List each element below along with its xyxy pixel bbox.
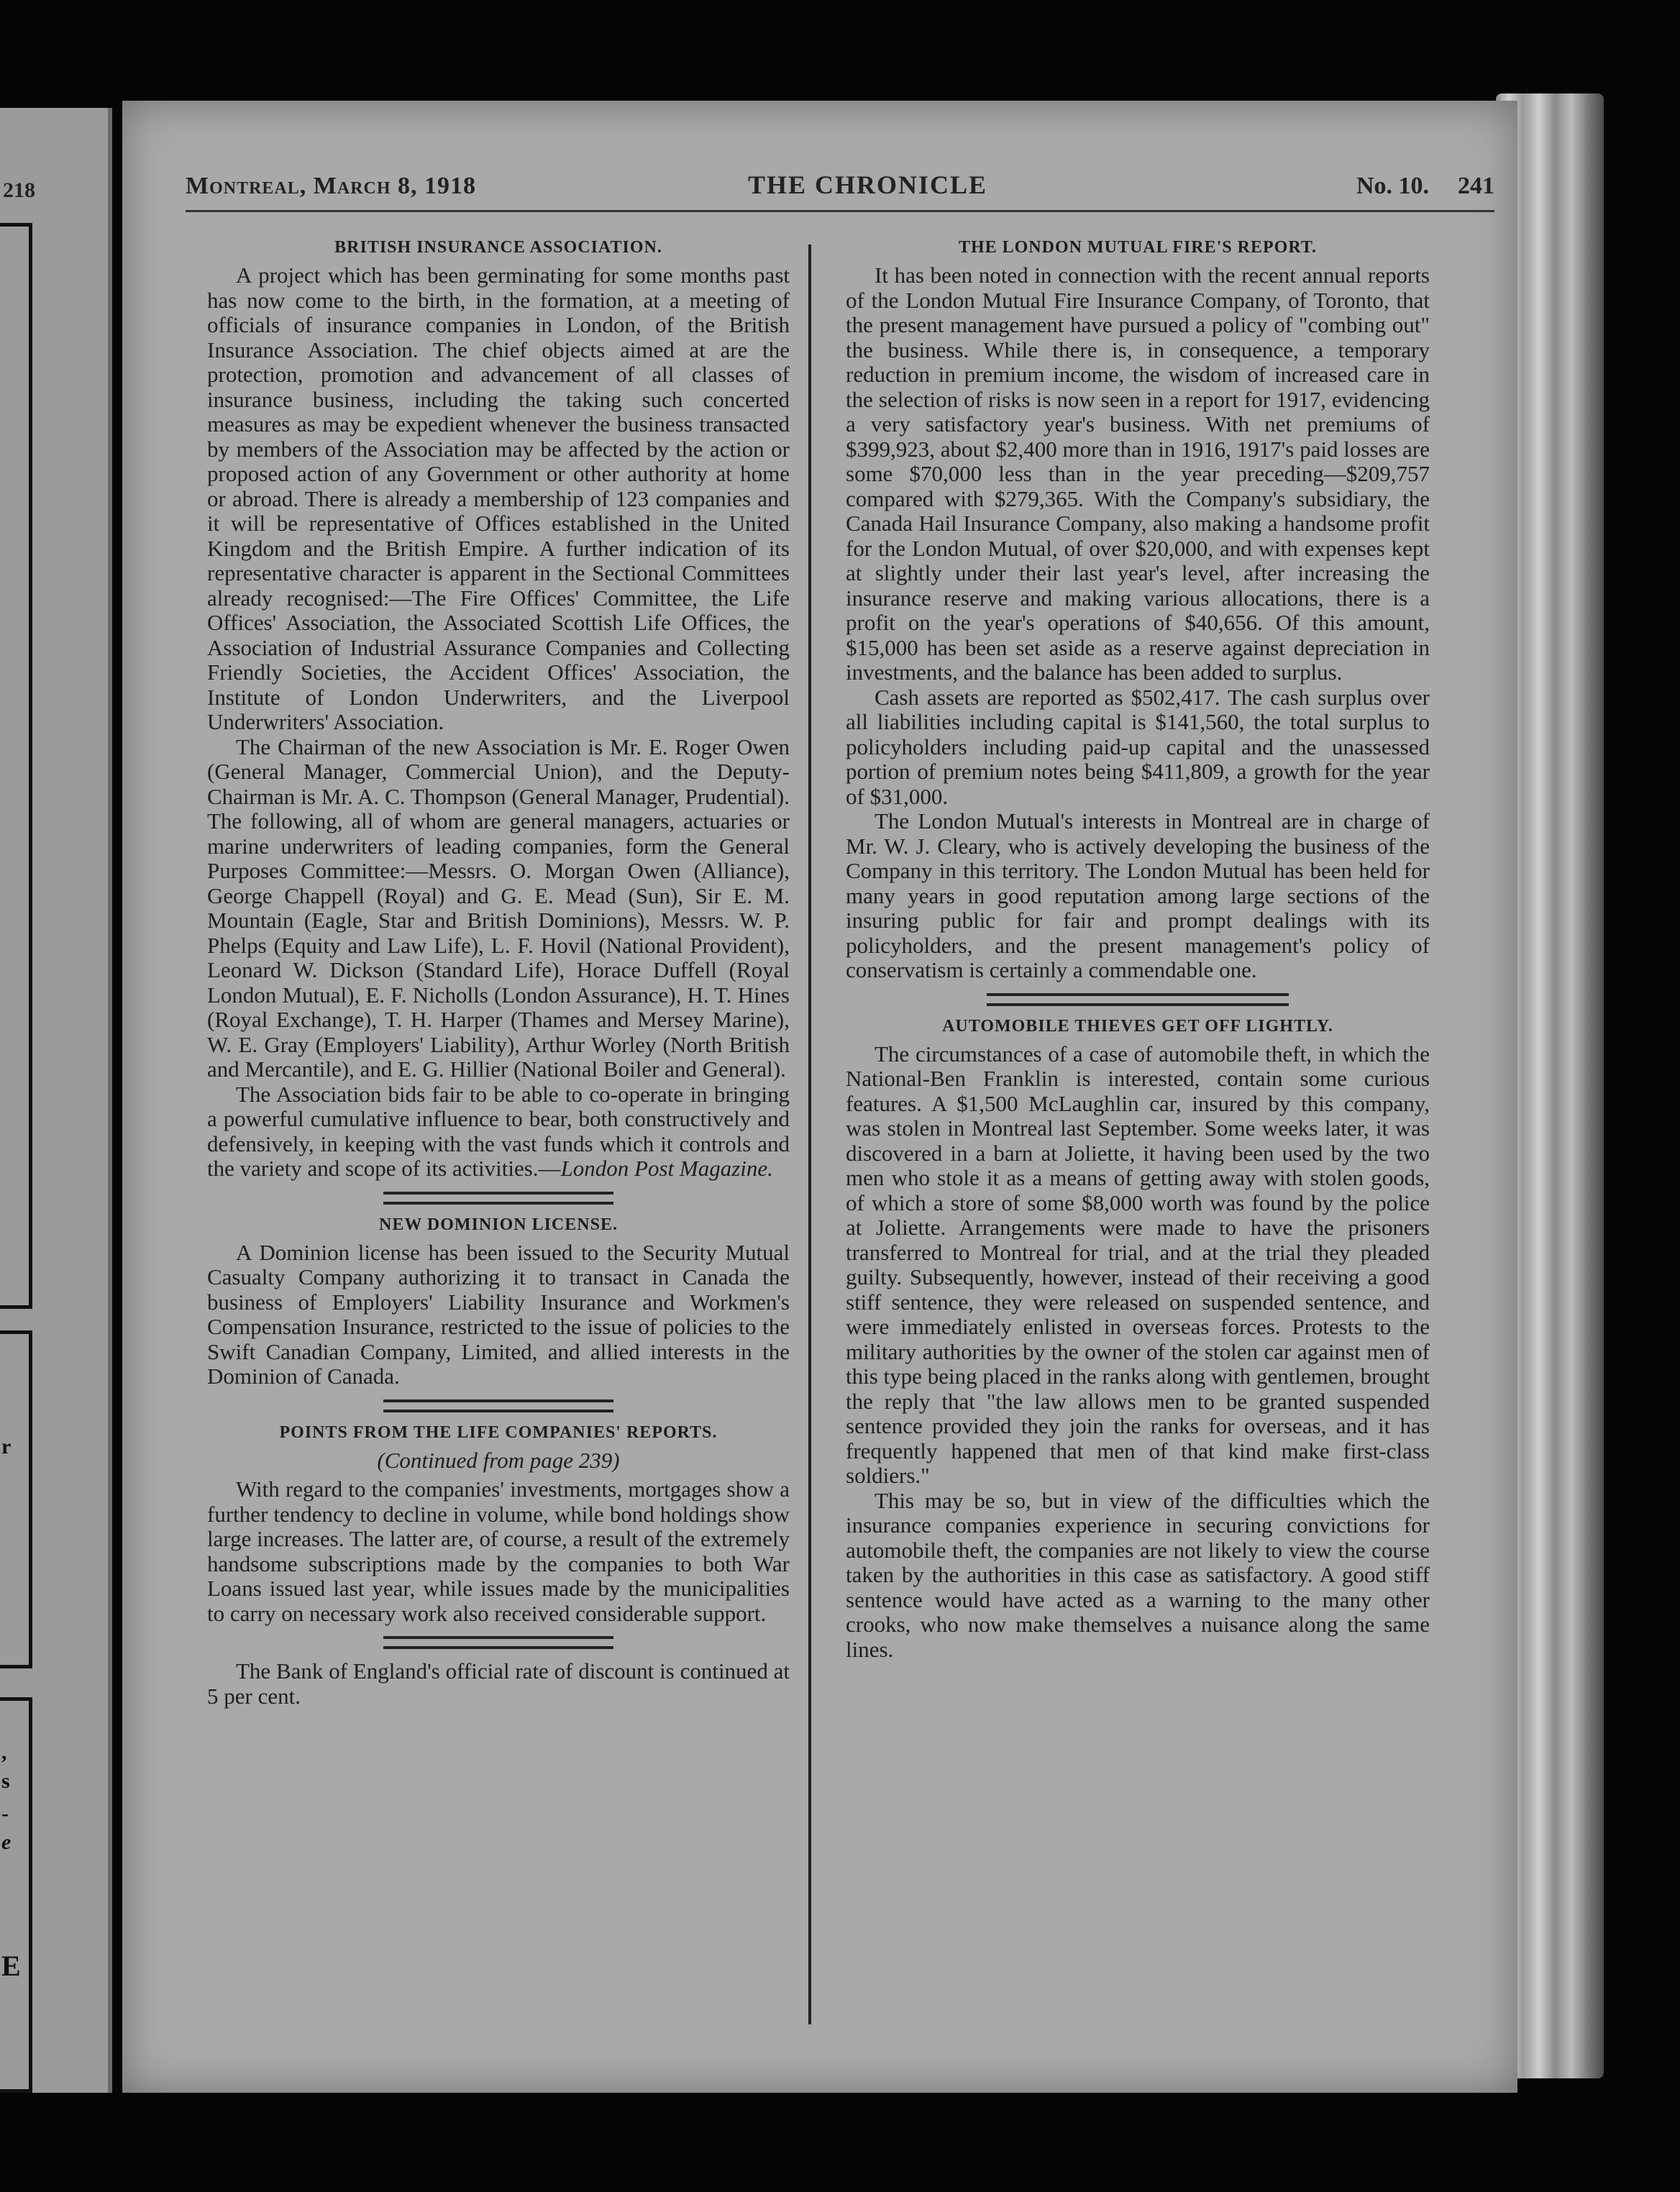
left-page-fragment xyxy=(0,108,112,2093)
header-title: THE CHRONICLE xyxy=(748,170,988,199)
left-fragment: E xyxy=(1,1950,21,1982)
header-location-date: Montreal, March 8, 1918 xyxy=(186,173,477,199)
section-divider xyxy=(383,1192,613,1205)
article-title-automobile-thieves: AUTOMOBILE THIEVES GET OFF LIGHTLY. xyxy=(942,1016,1333,1036)
section-divider xyxy=(987,993,1289,1006)
section-divider xyxy=(383,1399,613,1412)
paragraph-text: The Association bids fair to be able to co-operate in bringing a powerful cumulative influence to bear, both constructively and defensively, in keeping with the vast funds which it controls and the variety and scope of its activities.— xyxy=(207,1081,790,1181)
left-fragment: s xyxy=(1,1769,10,1793)
article-title-london-mutual: THE LONDON MUTUAL FIRE'S REPORT. xyxy=(958,238,1318,257)
article-title-british-insurance: BRITISH INSURANCE ASSOCIATION. xyxy=(334,238,662,257)
article-paragraph: A project which has been germinating for some months past has now come to the birth, in the formation, at a meeting of officials of insurance companies in London, of the British Insurance Association. The chief objects aimed at are the protection, promotion and advancement of all classes of insurance business, including the taking such concerted measures as may be expedient whenever the business transacted by members of the Association may be affected by the action or proposed action of any Government or other authority at home or abroad. There is already a membership of 123 companies and it will be representative of Offices established in the United Kingdom and the British Empire. A further indication of its representative character is apparent in the Sectional Committees already recognised:—The Fire Offices' Committee, the Life Offices' Association, the Associated Scottish Life Offices, the Association of Industrial Assurance Companies and Collecting Friendly Societies, the Accident Offices' Association, the Institute of London Underwriters, and the Liverpool Underwriters' Association. xyxy=(207,262,790,734)
header-page-number: 241 xyxy=(1458,173,1494,199)
header-issue: No. 10. xyxy=(1356,173,1429,199)
article-subtitle: (Continued from page 239) xyxy=(377,1447,620,1473)
article-paragraph: Cash assets are reported as $502,417. The cash surplus over all liabilities including capital is $141,560, the total surplus to policyholders including paid-up capital and the unassessed portion of premium notes being $411,809, a growth for the year of $31,000. xyxy=(846,684,1430,809)
right-column xyxy=(846,237,1430,1662)
article-paragraph: With regard to the companies' investments, mortgages show a further tendency to decline in volume, while bond holdings show large increases. The latter are, of course, a result of the extremely handsome subscriptions made by the companies to both War Loans issued last year, while issues made by the municipalities to carry on necessary work also received considerable support. xyxy=(207,1476,790,1626)
column-divider xyxy=(808,245,811,2024)
left-page-number: 218 xyxy=(3,178,35,202)
left-page-box xyxy=(0,223,32,1309)
left-fragment: r xyxy=(1,1435,12,1458)
page-header xyxy=(186,170,1494,216)
left-fragment: - xyxy=(1,1801,9,1825)
article-paragraph: It has been noted in connection with the recent annual reports of the London Mutual Fire Insurance Company, of Toronto, that the present management have pursued a policy of "combing out" the business. While there is, in consequence, a temporary reduction in premium income, the wisdom of increased care in the selection of risks is now seen in a report for 1917, evidencing a very satisfactory year's business. With net premiums of $399,923, about $2,400 more than in 1916, 1917's paid losses are some $70,000 less than in the year preceding—$209,757 compared with $279,365. With the Company's subsidiary, the Canada Hail Insurance Company, also making a handsome profit for the London Mutual, of over $20,000, and with expenses kept at slightly under their last year's level, after increasing the insurance reserve and making various allocations, there is a profit on the year's operations of $40,656. Of this amount, $15,000 has been set aside as a reserve against depreciation in investments, and the balance has been added to surplus. xyxy=(846,262,1430,685)
left-column xyxy=(207,237,790,1709)
header-rule xyxy=(186,210,1494,212)
article-title-dominion-license: NEW DOMINION LICENSE. xyxy=(379,1215,618,1234)
article-paragraph: The Chairman of the new Association is Mr. E. Roger Owen (General Manager, Commercial Union), and the Deputy-Chairman is Mr. A. C. Thompson (General Manager, Prudential). The following, all of whom are general managers, actuaries or marine underwriters of leading companies, form the General Purposes Committee:—Messrs. O. Morgan Owen (Alliance), George Chappell (Royal) and G. E. Mead (Sun), Sir E. M. Mountain (Eagle, Star and British Dominions), Messrs. W. P. Phelps (Equity and Law Life), L. F. Hovil (National Provident), Leonard W. Dickson (Standard Life), Horace Duffell (Royal London Mutual), E. F. Nicholls (London Assurance), H. T. Hines (Royal Exchange), T. H. Harper (Thames and Mersey Marine), W. E. Gray (Employers' Liability), Arthur Worley (North British and Mercantile), and E. G. Hillier (National Boiler and General). xyxy=(207,734,790,1082)
left-fragment: e xyxy=(1,1830,12,1854)
left-fragment: , xyxy=(1,1740,7,1764)
article-paragraph: This may be so, but in view of the difficulties which the insurance companies experience in securing convictions for automobile theft, the companies are not likely to view the course taken by the authorities in this case as satisfactory. A good stiff sentence would have acted as a warning to the many other crooks, who now make themselves a nuisance along the same lines. xyxy=(846,1487,1430,1662)
left-page-box xyxy=(0,1330,32,1668)
article-source: London Post Magazine. xyxy=(560,1156,773,1181)
newspaper-page xyxy=(122,101,1517,2093)
header-right xyxy=(1328,173,1494,200)
article-title-life-companies: POINTS FROM THE LIFE COMPANIES' REPORTS. xyxy=(279,1422,718,1442)
section-divider xyxy=(383,1636,613,1649)
article-paragraph: The circumstances of a case of automobile theft, in which the National-Ben Franklin is interested, contain some curious features. A $1,500 McLaughlin car, insured by this company, was stolen in Montreal last September. Some weeks later, it was discovered in a barn at Joliette, it having been used by the two men who stole it as a means of getting away with stolen goods, of which a store of some $8,000 worth was found by the police at Joliette. Arrangements were made to have the prisoners transferred to Montreal for trial, and at the trial they pleaded guilty. Subsequently, however, instead of their receiving a good stiff sentence, they were released on suspended sentence, and were immediately enlisted in overseas forces. Protests to the military authorities by the owner of the stolen car against men of this type being placed in the ranks along with gentlemen, brought the reply that "the law allows men to be granted suspended sentence provided they join the ranks for overseas, and it has frequently happened that men of that kind make first-class soldiers." xyxy=(846,1041,1430,1488)
article-paragraph xyxy=(207,1082,790,1182)
article-paragraph: The Bank of England's official rate of discount is continued at 5 per cent. xyxy=(207,1658,790,1709)
article-paragraph: A Dominion license has been issued to the Security Mutual Casualty Company authorizing it to transact in Canada the business of Employers' Liability Insurance and Workmen's Compensation Insurance, restricted to the issue of policies to the Swift Canadian Company, Limited, and allied interests in the Dominion of Canada. xyxy=(207,1239,790,1389)
article-paragraph: The London Mutual's interests in Montreal are in charge of Mr. W. J. Cleary, who is actively developing the business of the Company in this territory. The London Mutual has been held for many years in good reputation among large sections of the insuring public for fair and prompt dealings with its policyholders, and the present management's policy of conservatism is certainly a commendable one. xyxy=(846,808,1430,982)
